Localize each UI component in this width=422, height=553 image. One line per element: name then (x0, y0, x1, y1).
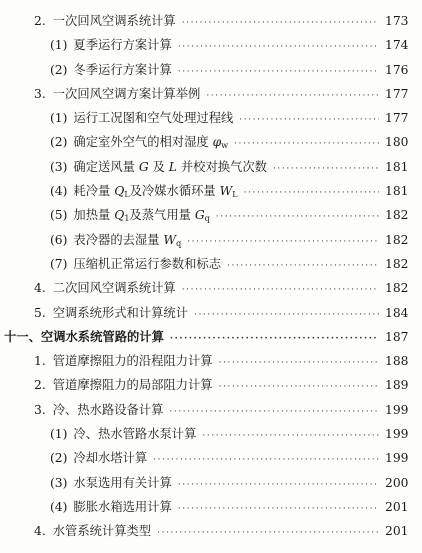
entry-page: 188 (385, 354, 409, 369)
entry-title: 夏季运行方案计算 (73, 38, 172, 53)
toc-entry[interactable] (0, 130, 422, 154)
dot-leader (178, 473, 379, 497)
toc-entry[interactable] (0, 349, 422, 373)
dot-leader (157, 521, 379, 545)
entry-number: (1) (50, 427, 68, 442)
toc-entry[interactable] (0, 179, 422, 203)
toc-entry[interactable] (0, 58, 422, 82)
entry-number: (1) (50, 38, 68, 53)
dot-leader (239, 108, 379, 132)
toc-entry[interactable] (0, 446, 422, 470)
toc-entry[interactable] (0, 106, 422, 130)
toc-entry[interactable] (0, 471, 422, 495)
entry-page: 180 (385, 135, 409, 150)
entry-number: 5. (34, 305, 46, 320)
entry-title: 确定送风量 G 及 L 并校对换气次数 (73, 159, 267, 174)
entry-title: 水管系统计算类型 (52, 524, 152, 539)
entry-page: 182 (385, 281, 409, 296)
entry-page: 199 (385, 451, 409, 466)
toc-entry[interactable] (0, 495, 422, 519)
entry-page: 189 (385, 378, 409, 393)
dot-leader (219, 375, 379, 399)
entry-title: 冷、热水路设备计算 (52, 402, 164, 417)
entry-number: (5) (50, 208, 68, 223)
entry-number: 2. (34, 14, 46, 28)
entry-number: (2) (50, 62, 68, 77)
entry-number: 4. (34, 281, 46, 296)
entry-page: 187 (385, 329, 409, 344)
entry-title: 水泵选用有关计算 (73, 475, 172, 490)
entry-number: (6) (50, 232, 68, 247)
toc-entry[interactable] (0, 82, 422, 106)
entry-number: (3) (50, 475, 68, 490)
entry-number: 3. (34, 402, 46, 417)
entry-title: 压缩机正常运行参数和标志 (73, 256, 221, 271)
dot-leader (182, 11, 379, 35)
entry-title: 二次回风空调系统计算 (52, 281, 176, 296)
entry-page: 199 (385, 402, 409, 417)
toc-entry[interactable] (0, 155, 422, 179)
entry-title: 空调系统形式和计算统计 (52, 305, 189, 320)
dot-leader (219, 351, 379, 375)
toc-entry[interactable] (0, 203, 422, 227)
entry-page: 200 (385, 475, 409, 490)
entry-title: 耗冷量 $Q_L$及冷媒水循环量 $W_L$ (73, 184, 238, 200)
dot-leader (169, 400, 379, 424)
toc-entry[interactable] (0, 228, 422, 252)
dot-leader (206, 84, 379, 108)
entry-page: 182 (385, 232, 409, 247)
entry-title: 加热量 $Q_1$及蒸气用量 $G_q$ (73, 208, 210, 224)
entry-title: 冷却水塔计算 (73, 451, 148, 466)
entry-title: 确定室外空气的相对湿度 $\varphi_w$ (73, 135, 229, 151)
toc-chapter-entry[interactable] (0, 325, 422, 349)
entry-page: 182 (385, 256, 409, 271)
dot-leader (234, 132, 379, 156)
toc-entry[interactable] (0, 301, 422, 325)
entry-page: 182 (385, 208, 409, 223)
entry-number: 2. (34, 378, 46, 393)
entry-number: (2) (50, 451, 68, 466)
entry-number: (3) (50, 159, 68, 174)
entry-number: (1) (50, 111, 68, 126)
toc-entry[interactable] (0, 252, 422, 276)
entry-page: 181 (385, 159, 409, 174)
entry-page: 199 (385, 427, 409, 442)
dot-leader (194, 303, 379, 327)
entry-title: 一次回风空调方案计算举例 (52, 86, 201, 101)
entry-number: (7) (50, 256, 68, 271)
dot-leader (170, 327, 379, 351)
entry-title: 管道摩擦阻力的局部阻力计算 (52, 378, 213, 393)
entry-page: 181 (385, 184, 409, 199)
entry-title: 冷、热水管路水泵计算 (73, 427, 197, 442)
dot-leader (178, 35, 379, 59)
entry-page: 173 (385, 14, 409, 28)
entry-number: 十一、 (4, 328, 41, 344)
toc-entry[interactable] (0, 519, 422, 543)
entry-number: 4. (34, 524, 46, 539)
entry-number: (2) (50, 135, 68, 150)
entry-title: 空调水系统管路的计算 (40, 328, 164, 344)
dot-leader (273, 157, 379, 181)
dot-leader (227, 254, 379, 278)
toc-entry[interactable] (0, 9, 422, 33)
entry-page: 201 (385, 524, 409, 539)
entry-number: 1. (34, 354, 46, 369)
entry-title: 运行工况图和空气处理过程线 (73, 111, 234, 126)
toc-entry[interactable] (0, 276, 422, 300)
dot-leader (178, 60, 379, 84)
entry-page: 201 (385, 499, 409, 514)
dot-leader (216, 205, 379, 229)
dot-leader (182, 278, 379, 302)
entry-title: 冬季运行方案计算 (73, 62, 172, 77)
dot-leader (153, 448, 379, 472)
entry-page: 184 (385, 305, 409, 320)
dot-leader (244, 181, 379, 205)
entry-title: 膨胀水箱选用计算 (73, 499, 172, 514)
entry-page: 174 (385, 38, 409, 53)
entry-page: 176 (385, 62, 409, 77)
entry-title: 一次回风空调系统计算 (52, 14, 176, 28)
toc-entry[interactable] (0, 33, 422, 57)
entry-title: 表冷器的去湿量 $W_q$ (73, 232, 182, 248)
toc-entry[interactable] (0, 398, 422, 422)
entry-title: 管道摩擦阻力的沿程阻力计算 (52, 354, 213, 369)
entry-page: 177 (385, 111, 409, 126)
entry-page: 177 (385, 86, 409, 101)
toc-entry[interactable] (0, 373, 422, 397)
toc-entry[interactable] (0, 422, 422, 446)
dot-leader (178, 497, 379, 521)
entry-number: (4) (50, 499, 68, 514)
entry-number: (4) (50, 184, 68, 199)
dot-leader (202, 424, 379, 448)
dot-leader (187, 230, 379, 254)
entry-number: 3. (34, 86, 46, 101)
